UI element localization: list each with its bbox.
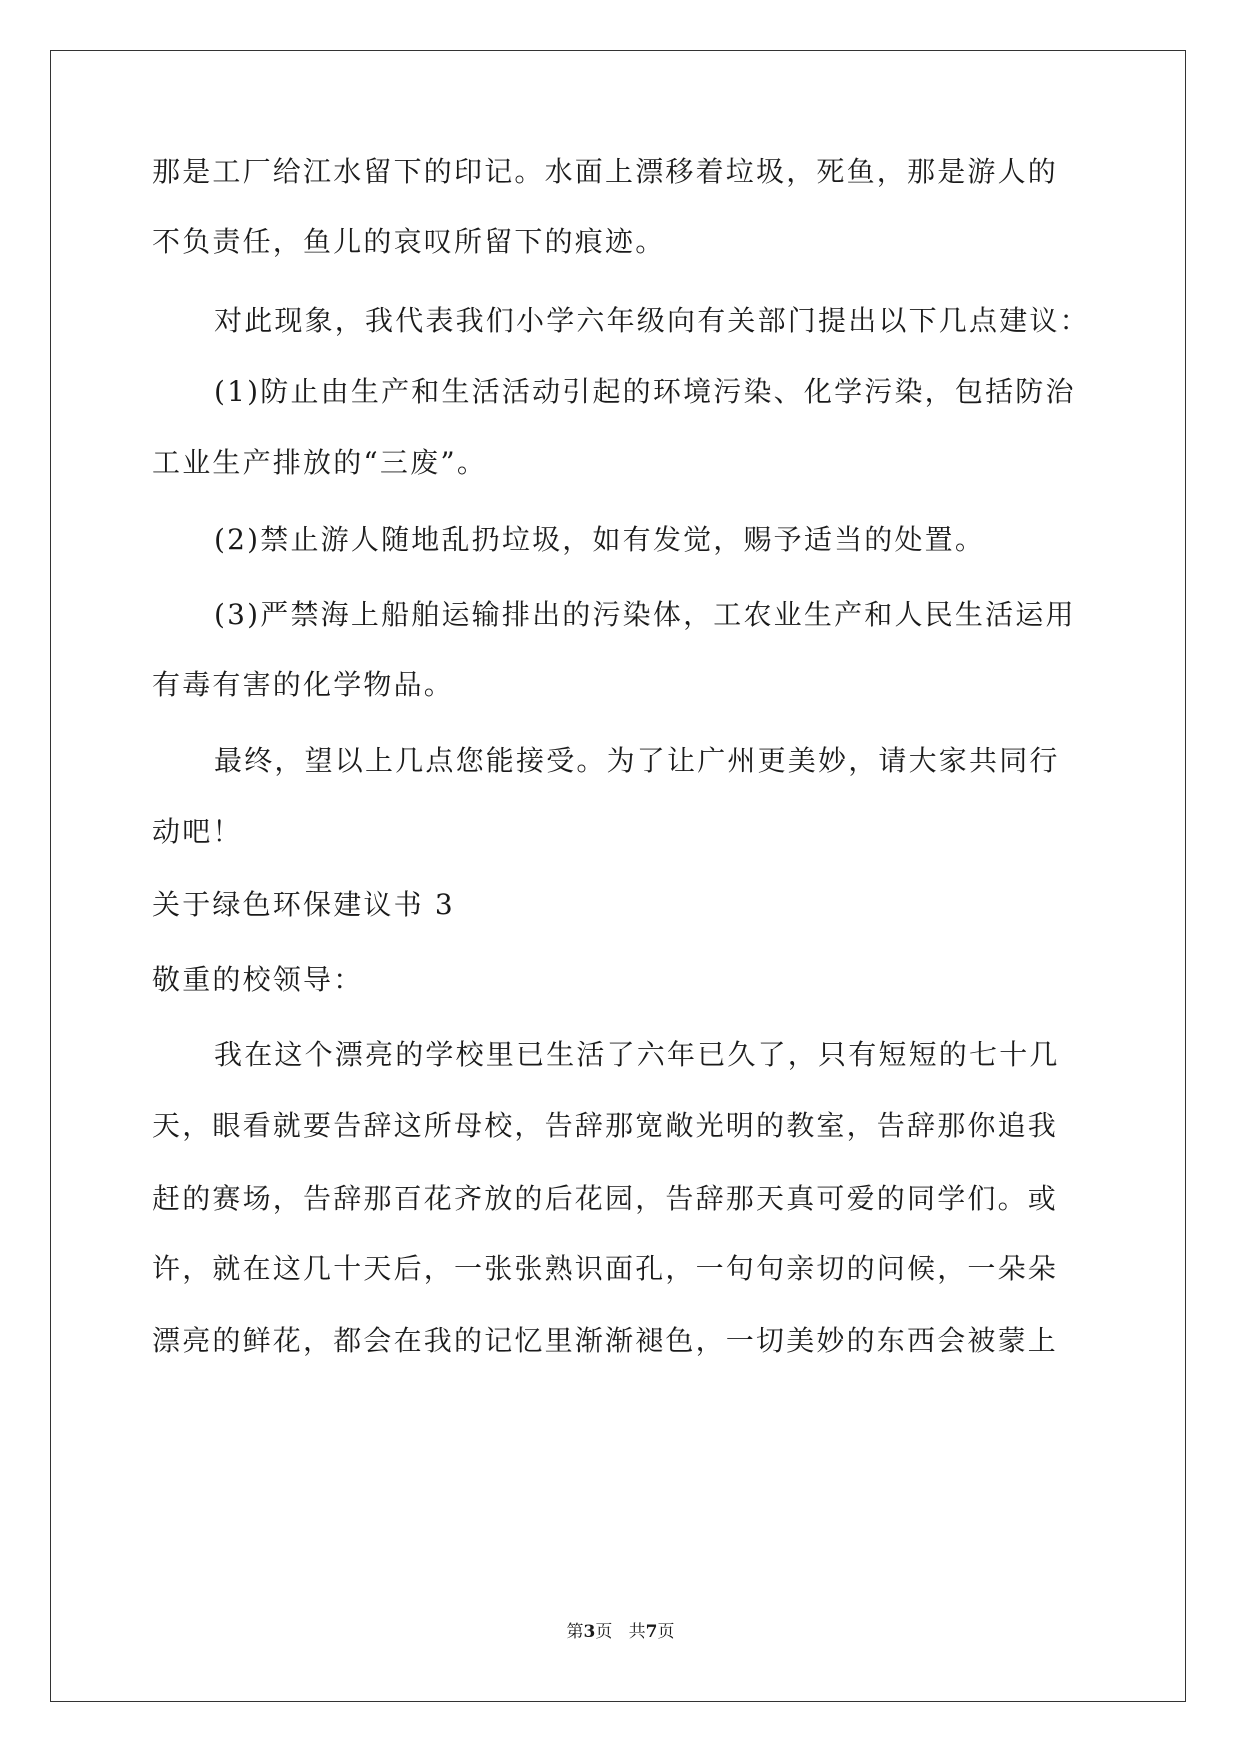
page-total: 7 <box>645 1622 658 1642</box>
page-number: 3 <box>583 1622 596 1642</box>
text-line: 赶的赛场，告辞那百花齐放的后花园，告辞那天真可爱的同学们。或 <box>152 1182 1059 1215</box>
paragraph-line: 对此现象，我代表我们小学六年级向有关部门提出以下几点建议： <box>214 304 1090 337</box>
paragraph-line: (3)严禁海上船舶运输排出的污染体，工农业生产和人民生活运用 <box>214 598 1076 631</box>
page-label-unit: 页 <box>595 1622 613 1642</box>
text-line: 许，就在这几十天后，一张张熟识面孔，一句句亲切的问候，一朵朵 <box>152 1252 1059 1285</box>
paragraph-line: 最终，望以上几点您能接受。为了让广州更美妙，请大家共同行 <box>214 744 1060 777</box>
total-label-unit: 页 <box>657 1622 675 1642</box>
text-line: 动吧！ <box>152 815 243 848</box>
salutation: 敬重的校领导： <box>152 963 364 996</box>
text-line: 漂亮的鲜花，都会在我的记忆里渐渐褪色，一切美妙的东西会被蒙上 <box>152 1324 1059 1357</box>
page-footer <box>0 1620 1241 1644</box>
section-title: 关于绿色环保建议书 3 <box>152 888 455 921</box>
paragraph-line: (2)禁止游人随地乱扔垃圾，如有发觉，赐予适当的处置。 <box>214 523 986 556</box>
paragraph-line: 我在这个漂亮的学校里已生活了六年已久了，只有短短的七十几 <box>214 1038 1060 1071</box>
page-border <box>50 50 1186 1702</box>
text-line: 那是工厂给江水留下的印记。水面上漂移着垃圾，死鱼，那是游人的 <box>152 155 1059 188</box>
text-line: 不负责任，鱼儿的哀叹所留下的痕迹。 <box>152 225 666 258</box>
paragraph-line: (1)防止由生产和生活活动引起的环境污染、化学污染，包括防治 <box>214 375 1076 408</box>
text-line: 天，眼看就要告辞这所母校，告辞那宽敞光明的教室，告辞那你追我 <box>152 1109 1059 1142</box>
text-line: 工业生产排放的“三废”。 <box>152 446 488 479</box>
text-line: 有毒有害的化学物品。 <box>152 668 455 701</box>
total-label-prefix: 共 <box>628 1622 646 1642</box>
page-label-prefix: 第 <box>566 1622 584 1642</box>
